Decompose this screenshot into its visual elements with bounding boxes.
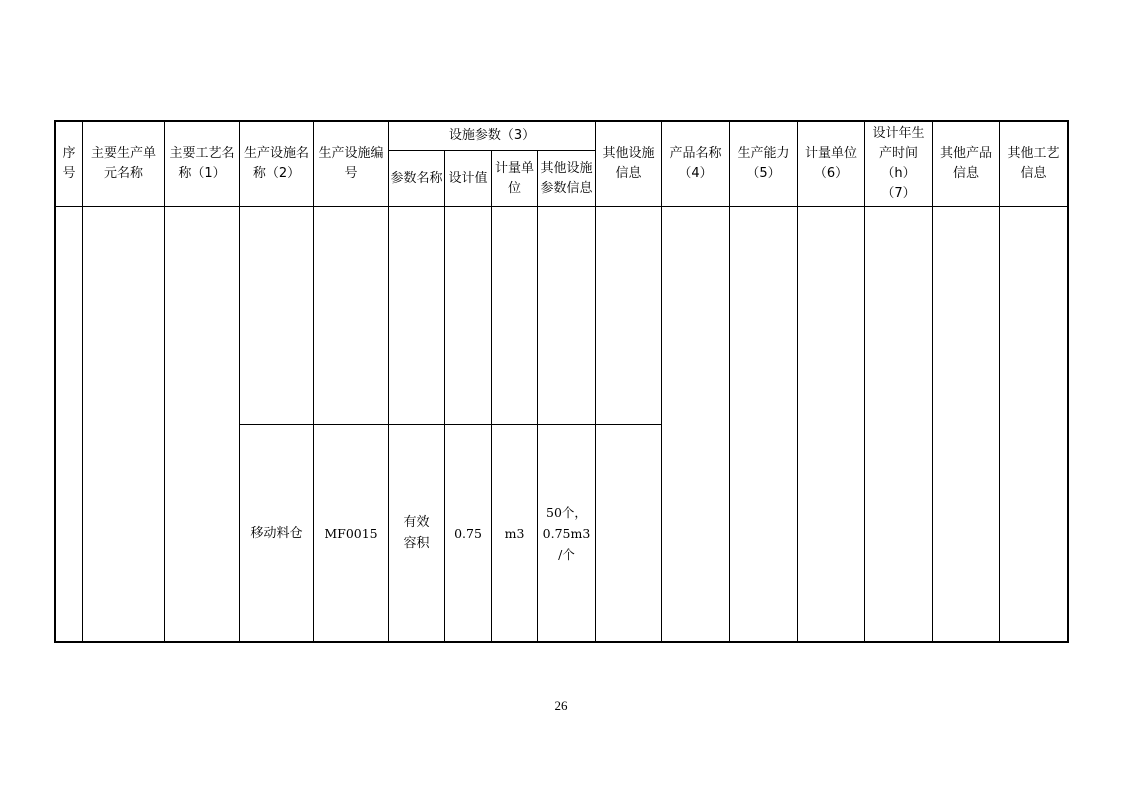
row-facility-code: MF0015 [324,525,378,541]
page-number: 26 [554,698,568,713]
header-params-group: 设施参数（3） [448,128,536,143]
header-product-name: 产品名称 （4） [669,146,722,181]
header-param-name: 参数名称 [390,170,443,186]
row-measure-unit: m3 [504,525,525,541]
table-border-bottom [54,641,1069,643]
row-other-param-info: 50个， 0.75m3 /个 [542,504,591,562]
header-facility-code: 生产设施编 号 [318,146,384,181]
table-border-right [1067,120,1069,643]
header-other-product-info: 其他产品 信息 [939,146,992,181]
header-unit: 主要生产单 元名称 [90,146,156,181]
header-capacity-unit: 计量单位 （6） [804,146,857,181]
header-other-param-info: 其他设施 参数信息 [540,160,593,196]
header-other-facility-info: 其他设施 信息 [602,146,655,181]
header-other-process-info: 其他工艺 信息 [1007,146,1060,181]
header-design-hours: 设计年生 产时间（h） （7） [872,126,925,201]
header-process: 主要工艺名 称（1） [169,146,235,181]
row-param-name: 有效 容积 [403,515,430,551]
header-measure-unit: 计量单 位 [494,160,534,196]
row-facility-name: 移动料仓 [250,525,303,541]
header-facility-name: 生产设施名 称（2） [243,146,309,181]
header-capacity: 生产能力 （5） [737,146,790,181]
header-design-value: 设计值 [448,170,488,186]
header-seq: 序 号 [62,146,76,181]
header-bottom-rule [55,206,1068,207]
row-design-value: 0.75 [454,525,482,541]
